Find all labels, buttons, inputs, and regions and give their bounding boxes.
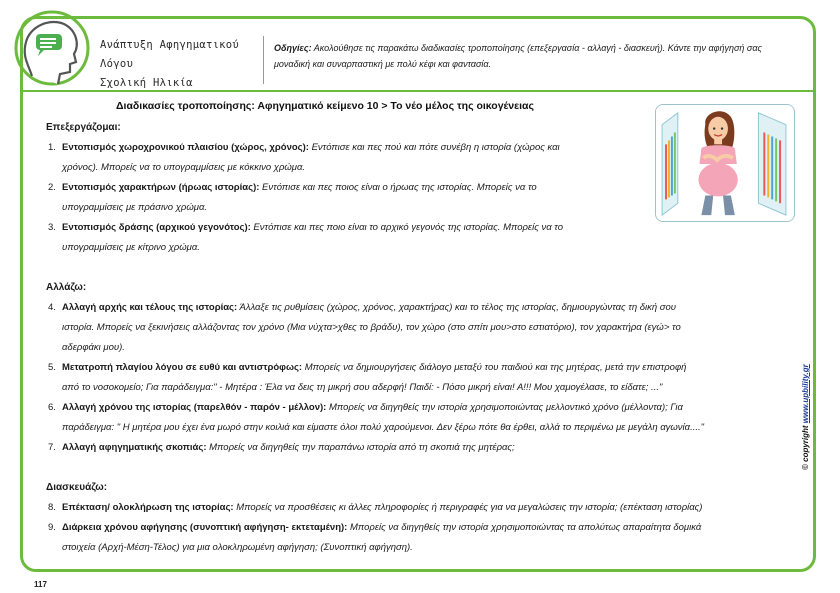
list-item <box>48 298 798 358</box>
speaking-head-icon <box>10 6 92 90</box>
item-number: 7. <box>48 442 56 453</box>
item-title: Αλλαγή αρχής και τέλους της ιστορίας: <box>62 302 238 313</box>
item-text-cont: αδερφάκι μου). <box>62 342 125 353</box>
list-item <box>48 438 798 458</box>
item-number: 1. <box>48 142 56 153</box>
item-text: Μπορείς να διηγηθείς την ιστορία χρησιμοποιώντας μελλοντικό χρόνο (μέλλοντα); Για <box>326 402 683 413</box>
header-vertical-divider <box>263 36 264 84</box>
item-text: Εντόπισε και πες ποιο είναι το αρχικό γεγονός της ιστορίας. Μπορείς να το <box>250 222 563 233</box>
item-text: Άλλαξε τις ρυθμίσεις (χώρος, χρόνος, χαρακτήρας) και το τέλος της ιστορίας, δημιουργώντας τη δική σου <box>237 302 677 313</box>
copyright-link[interactable]: www.upbility.gr <box>801 364 810 424</box>
item-number: 6. <box>48 402 56 413</box>
instructions <box>274 40 794 72</box>
item-text: Εντόπισε και πες ποιος είναι ο ήρωας της ιστορίας. Μπορείς να το <box>259 182 537 193</box>
item-title: Εντοπισμός δράσης (αρχικού γεγονότος): <box>62 222 251 233</box>
copyright-label: © copyright <box>801 425 810 470</box>
list-item <box>48 218 798 258</box>
section-heading-edit: Επεξεργάζομαι: <box>46 122 121 133</box>
brand <box>100 36 260 93</box>
item-text-cont: στοιχεία (Αρχή-Μέση-Τέλος) για μια ολοκληρωμένη αφήγηση; (Συνοπτική αφήγηση). <box>62 542 413 553</box>
item-text-cont: παράδειγμα: " Η μητέρα μου έχει ένα μωρό στην κοιλιά και είμαστε όλοι πολύ χαρούμενοι. Δεν ξέρω πότε θα έρθει, αλλά το περιμένω με μεγάλη αγωνία...." <box>62 422 705 433</box>
list-item <box>48 138 798 178</box>
instructions-label: Οδηγίες: <box>274 43 312 53</box>
page-number: 117 <box>34 580 47 589</box>
brand-title: Ανάπτυξη Αφηγηματικού Λόγου <box>100 39 240 70</box>
item-title: Διάρκεια χρόνου αφήγησης (συνοπτική αφήγηση- εκτεταμένη): <box>62 522 348 533</box>
item-title: Αλλαγή χρόνου της ιστορίας (παρελθόν - παρόν - μέλλον): <box>62 402 327 413</box>
item-number: 9. <box>48 522 56 533</box>
item-text: Μπορείς να διηγηθείς την ιστορία χρησιμοποιώντας τα απολύτως απαραίτητα δομικά <box>347 522 702 533</box>
item-title: Μετατροπή πλαγίου λόγου σε ευθύ και αντιστρόφως: <box>62 362 303 373</box>
brand-subtitle: Σχολική Ηλικία <box>100 77 193 89</box>
item-number: 2. <box>48 182 56 193</box>
list-item <box>48 518 798 558</box>
list-item <box>48 358 798 398</box>
procedures-list <box>48 120 798 558</box>
section-heading-change: Αλλάζω: <box>46 282 87 293</box>
item-number: 4. <box>48 302 56 313</box>
item-number: 8. <box>48 502 56 513</box>
copyright-note <box>801 364 810 470</box>
item-text: Μπορείς να διηγηθείς την παραπάνω ιστορία από τη σκοπιά της μητέρας; <box>206 442 515 453</box>
page-title: Διαδικασίες τροποποίησης: Αφηγηματικό κείμενο 10 > Το νέο μέλος της οικογένειας <box>116 100 534 112</box>
item-text-cont: υπογραμμίσεις με πράσινο χρώμα. <box>62 202 208 213</box>
item-number: 3. <box>48 222 56 233</box>
list-item <box>48 178 798 218</box>
instructions-text: Ακολούθησε τις παρακάτω διαδικασίες τροποποίησης (επεξεργασία - αλλαγή - διασκευή). Κάντε την αφήγησή σας μοναδική και συναρπαστική με πολύ κέφι και φαντασία. <box>274 43 762 69</box>
item-text-cont: χρόνος). Μπορείς να το υπογραμμίσεις με κόκκινο χρώμα. <box>62 162 306 173</box>
item-text-cont: από το νοσοκομείο; Για παράδειγμα:" - Μητέρα : Έλα να δεις τη μικρή σου αδερφή! Παιδί: - Πόσο μικρή είναι! Α!!! Μου χαμογέλασε, το είδατε; ..." <box>62 382 663 393</box>
item-text-cont: υπογραμμίσεις με κίτρινο χρώμα. <box>62 242 200 253</box>
section-heading-adapt: Διασκευάζω: <box>46 482 108 493</box>
item-title: Εντοπισμός χαρακτήρων (ήρωας ιστορίας): <box>62 182 260 193</box>
item-title: Επέκταση/ ολοκλήρωση της ιστορίας: <box>62 502 234 513</box>
item-number: 5. <box>48 362 56 373</box>
item-text: Εντόπισε και πες πού και πότε συνέβη η ιστορία (χώρος και <box>308 142 560 153</box>
item-title: Εντοπισμός χωροχρονικού πλαισίου (χώρος, χρόνος): <box>62 142 309 153</box>
list-item <box>48 398 798 438</box>
item-text: Μπορείς να δημιουργήσεις διάλογο μεταξύ του παιδιού και της μητέρας, μετά την επιστροφή <box>302 362 687 373</box>
item-title: Αλλαγή αφηγηματικής σκοπιάς: <box>62 442 207 453</box>
item-text: Μπορείς να προσθέσεις κι άλλες πληροφορίες ή περιγραφές για να μεγαλώσεις την ιστορία; (επέκταση ιστορίας) <box>233 502 703 513</box>
item-text-cont: ιστορία. Μπορείς να ξεκινήσεις αλλάζοντας τον χρόνο (Μια νύχτα>χθες το βράδυ), τον χώρο (στο σπίτι μου>στο εστιατόριο), τον χαρακτήρα (εγώ> το <box>62 322 681 333</box>
list-item <box>48 498 798 518</box>
